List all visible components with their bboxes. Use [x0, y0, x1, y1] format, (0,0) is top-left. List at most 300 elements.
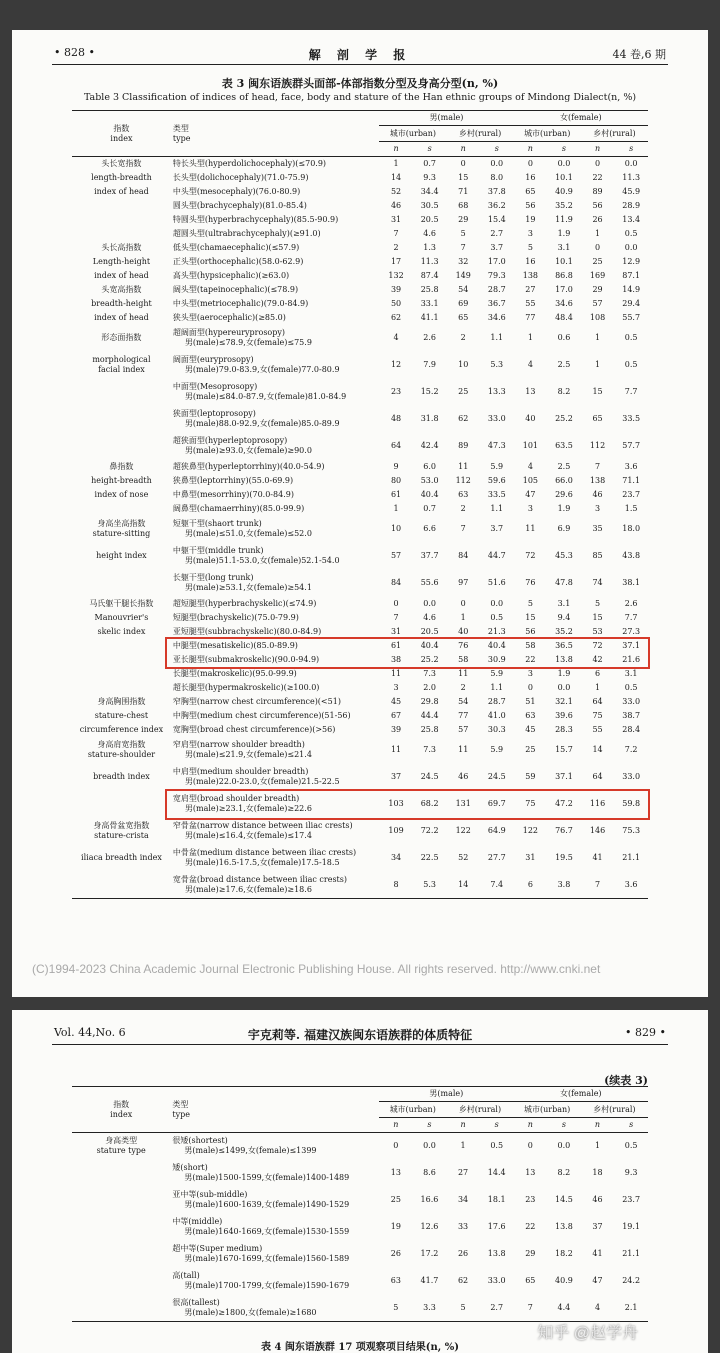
- percent-cell: 13.3: [487, 387, 506, 396]
- percent-cell: 23.7: [622, 489, 641, 499]
- table-row: [72, 227, 648, 241]
- percent-cell: 36.2: [487, 200, 506, 210]
- type-cell: 狭面型(leptoprosopy) 男(male)88.0-92.9,女(female)85.0-89.9: [172, 409, 340, 428]
- index-cell: index of nose: [94, 489, 149, 499]
- count-cell: 51: [525, 696, 536, 706]
- percent-cell: 8.6: [423, 1168, 436, 1177]
- percent-cell: 55.6: [420, 578, 439, 587]
- count-cell: 25: [390, 1195, 401, 1204]
- count-cell: 55: [592, 724, 603, 734]
- count-cell: 13: [525, 1168, 536, 1177]
- count-cell: 31: [525, 853, 536, 862]
- s-header: s: [629, 1120, 634, 1129]
- percent-cell: 0.0: [423, 1141, 436, 1151]
- percent-cell: 6.6: [423, 524, 436, 533]
- index-cell: [72, 639, 171, 653]
- count-cell: 22: [592, 172, 603, 182]
- table-row: [72, 653, 648, 667]
- table-row: [72, 185, 648, 199]
- count-cell: 3: [527, 503, 533, 513]
- count-cell: 112: [589, 441, 606, 450]
- percent-cell: 28.7: [487, 284, 506, 294]
- percent-cell: 7.7: [624, 612, 638, 622]
- col-type-header: 类型 type: [172, 1099, 190, 1119]
- count-cell: 47: [525, 489, 536, 499]
- table-row: [72, 325, 648, 352]
- percent-cell: 1.9: [557, 228, 571, 238]
- count-cell: 7: [595, 879, 601, 889]
- count-cell: 3: [527, 668, 533, 678]
- percent-cell: 0.7: [423, 158, 436, 168]
- index-cell: circumference index: [79, 724, 164, 734]
- count-cell: 11: [390, 745, 402, 754]
- count-cell: 46: [458, 772, 469, 781]
- count-cell: 45: [390, 696, 402, 706]
- percent-cell: 41.1: [420, 312, 439, 322]
- count-cell: 13: [525, 387, 536, 396]
- type-cell: 矮(short) 男(male)1500-1599,女(female)1400-1489: [172, 1163, 350, 1182]
- volume-issue: Vol. 44,No. 6: [54, 1026, 126, 1039]
- male-header: 男(male): [379, 111, 513, 126]
- count-cell: 18: [592, 1168, 603, 1177]
- table-row: [72, 639, 648, 653]
- col-type-header: 类型 type: [172, 123, 191, 143]
- type-cell: 正头型(orthocephalic)(58.0-62.9): [172, 256, 304, 266]
- percent-cell: 38.7: [622, 710, 641, 720]
- count-cell: 0: [460, 158, 466, 168]
- count-cell: 109: [388, 826, 404, 835]
- s-header: s: [427, 144, 432, 153]
- index-cell: [72, 1214, 170, 1241]
- percent-cell: 34.6: [555, 298, 573, 308]
- percent-cell: 36.5: [555, 640, 573, 650]
- count-cell: 1: [460, 612, 466, 622]
- count-cell: 72: [592, 640, 603, 650]
- count-cell: 13: [390, 1168, 401, 1177]
- percent-cell: 30.5: [420, 200, 439, 210]
- table-row: [72, 737, 648, 764]
- count-cell: 85: [592, 551, 603, 560]
- female-rural-header: 乡村(rural): [581, 126, 648, 142]
- count-cell: 1: [595, 228, 601, 238]
- count-cell: 52: [458, 853, 469, 862]
- percent-cell: 41.0: [487, 710, 506, 720]
- table-row: [72, 709, 648, 723]
- count-cell: 37: [592, 1222, 603, 1231]
- count-cell: 84: [458, 551, 469, 560]
- table-row: [72, 723, 648, 737]
- type-cell: 很矮(shortest) 男(male)≤1499,女(female)≤1399: [172, 1136, 317, 1156]
- percent-cell: 23.7: [622, 1195, 641, 1204]
- n-header: n: [527, 1120, 533, 1129]
- count-cell: 59: [525, 772, 536, 781]
- count-cell: 1: [393, 503, 399, 513]
- count-cell: 29: [525, 1249, 536, 1258]
- type-cell: 亚短腿型(subbrachyskelic)(80.0-84.9): [172, 626, 322, 636]
- percent-cell: 28.7: [487, 696, 506, 706]
- percent-cell: 15.7: [555, 745, 573, 754]
- type-cell: 圆头型(brachycephaly)(81.0-85.4): [172, 200, 307, 210]
- count-cell: 33: [457, 1222, 469, 1231]
- count-cell: 3: [393, 682, 399, 692]
- percent-cell: 66.0: [555, 475, 573, 485]
- count-cell: 2: [460, 333, 466, 342]
- type-cell: 窄肩型(narrow shoulder breadth) 男(male)≤21.9,女(female)≤21.4: [172, 740, 312, 759]
- percent-cell: 40.9: [554, 1276, 573, 1285]
- table-row: [72, 157, 648, 171]
- type-cell: 超中等(Super medium) 男(male)1670-1699,女(female)1560-1589: [172, 1244, 350, 1263]
- index-cell: 头长宽指数: [101, 158, 142, 168]
- page-829: [12, 1010, 708, 1353]
- percent-cell: 1.9: [557, 668, 571, 678]
- percent-cell: 86.8: [555, 270, 573, 280]
- percent-cell: 51.6: [487, 578, 506, 587]
- count-cell: 64: [390, 441, 402, 450]
- count-cell: 31: [390, 626, 402, 636]
- table-row: [72, 311, 648, 325]
- percent-cell: 4.6: [423, 612, 436, 622]
- percent-cell: 64.9: [487, 826, 506, 835]
- running-header: [12, 46, 708, 64]
- count-cell: 2: [393, 242, 399, 252]
- table-row: [72, 1133, 648, 1160]
- percent-cell: 0.5: [490, 1141, 504, 1151]
- count-cell: 27: [525, 284, 536, 294]
- table-row: [72, 1214, 648, 1241]
- percent-cell: 18.1: [487, 1195, 506, 1204]
- percent-cell: 0.0: [423, 598, 436, 608]
- n-header: n: [393, 1120, 399, 1129]
- table-row: [72, 1268, 648, 1295]
- count-cell: 10: [390, 524, 402, 533]
- count-cell: 101: [522, 441, 539, 450]
- index-cell: 身高类型 stature type: [96, 1136, 146, 1156]
- type-cell: 中面型(Mesoprosopy) 男(male)≤84.0-87.9,女(female)81.0-84.9: [172, 382, 347, 401]
- count-cell: 146: [589, 826, 606, 835]
- percent-cell: 25.8: [420, 284, 439, 294]
- count-cell: 29: [592, 284, 603, 294]
- percent-cell: 11.9: [555, 214, 573, 224]
- percent-cell: 16.6: [420, 1195, 439, 1204]
- page-number: • 828 •: [54, 46, 95, 59]
- percent-cell: 2.5: [557, 461, 571, 471]
- count-cell: 1: [393, 158, 399, 168]
- percent-cell: 33.5: [487, 489, 506, 499]
- percent-cell: 1.1: [490, 682, 504, 692]
- percent-cell: 25.2: [555, 414, 573, 423]
- type-cell: 短躯干型(shaort trunk) 男(male)≤51.0,女(female)≤52.0: [172, 519, 312, 538]
- male-header: 男(male): [379, 1087, 513, 1102]
- percent-cell: 29.8: [420, 696, 439, 706]
- table-row: [72, 255, 648, 269]
- percent-cell: 15.4: [487, 214, 506, 224]
- count-cell: 5: [527, 242, 533, 252]
- percent-cell: 34.6: [487, 312, 506, 322]
- percent-cell: 29.6: [555, 489, 573, 499]
- index-cell: [72, 379, 171, 406]
- count-cell: 69: [458, 298, 469, 308]
- n-header: n: [393, 144, 399, 153]
- index-cell: index of head: [94, 312, 149, 322]
- count-cell: 67: [390, 710, 402, 720]
- page-number: • 829 •: [625, 1026, 666, 1039]
- count-cell: 1: [595, 333, 601, 342]
- type-cell: 超长腿型(hypermakroskelic)(≥100.0): [172, 682, 320, 692]
- index-cell: length-breadth: [91, 172, 152, 182]
- male-urban-header: 城市(urban): [379, 126, 446, 142]
- percent-cell: 57.7: [622, 441, 641, 450]
- count-cell: 22: [525, 1222, 536, 1231]
- table-row: [72, 570, 648, 597]
- percent-cell: 5.9: [490, 461, 504, 471]
- percent-cell: 75.3: [622, 826, 641, 835]
- count-cell: 62: [457, 1276, 469, 1285]
- table-row: [72, 502, 648, 516]
- count-cell: 1: [460, 1141, 466, 1151]
- percent-cell: 2.7: [490, 1302, 504, 1312]
- percent-cell: 76.7: [555, 826, 573, 835]
- count-cell: 40: [525, 414, 536, 423]
- count-cell: 15: [592, 387, 603, 396]
- count-cell: 38: [390, 654, 402, 664]
- table-row: [72, 764, 648, 791]
- index-cell: morphological facial index: [92, 355, 151, 374]
- percent-cell: 0.7: [423, 503, 436, 513]
- percent-cell: 0.0: [557, 682, 571, 692]
- type-cell: 长躯干型(long trunk) 男(male)≥53.1,女(female)≥54.1: [172, 573, 312, 592]
- type-cell: 中躯干型(middle trunk) 男(male)51.1-53.0,女(female)52.1-54.0: [172, 546, 340, 565]
- count-cell: 25: [525, 745, 536, 754]
- table-body: [72, 157, 648, 899]
- index-cell: [72, 570, 171, 597]
- percent-cell: 0.0: [490, 158, 504, 168]
- count-cell: 2: [460, 682, 466, 692]
- type-cell: 亚中等(sub-middle) 男(male)1600-1639,女(female)1490-1529: [172, 1190, 350, 1209]
- count-cell: 16: [525, 172, 536, 182]
- count-cell: 77: [458, 710, 469, 720]
- percent-cell: 21.6: [622, 654, 641, 664]
- index-cell: 身高肩宽指数 stature-shoulder: [87, 740, 156, 759]
- percent-cell: 47.2: [555, 799, 573, 808]
- percent-cell: 2.0: [423, 682, 436, 692]
- female-urban-header: 城市(urban): [514, 1102, 581, 1118]
- percent-cell: 40.9: [555, 186, 573, 196]
- index-cell: [72, 872, 171, 899]
- type-cell: 高(tall) 男(male)1700-1799,女(female)1590-1679: [172, 1271, 350, 1290]
- count-cell: 39: [390, 724, 402, 734]
- next-table-caption: 表 4 闽东语族群 17 项观察项目结果(n, %): [261, 1342, 459, 1353]
- count-cell: 77: [525, 312, 536, 322]
- count-cell: 52: [390, 186, 402, 196]
- table-row: [72, 1187, 648, 1214]
- percent-cell: 0.5: [624, 228, 638, 238]
- percent-cell: 0.0: [490, 598, 504, 608]
- table-row: [72, 1295, 648, 1322]
- table-row: [72, 791, 648, 818]
- table-row: [72, 681, 648, 695]
- percent-cell: 45.9: [622, 186, 641, 196]
- type-cell: 狭鼻型(leptorrhiny)(55.0-69.9): [172, 475, 294, 485]
- index-cell: [72, 213, 171, 227]
- count-cell: 11: [525, 524, 536, 533]
- percent-cell: 7.3: [423, 668, 436, 678]
- header-rule: [52, 1044, 668, 1045]
- index-cell: [72, 791, 171, 818]
- percent-cell: 8.2: [557, 387, 571, 396]
- running-header: [12, 1026, 708, 1044]
- count-cell: 0: [595, 158, 601, 168]
- count-cell: 19: [390, 1222, 401, 1231]
- type-cell: 宽胸型(broad chest circumference)(>56): [172, 724, 336, 734]
- count-cell: 149: [455, 270, 471, 280]
- percent-cell: 53.0: [420, 475, 439, 485]
- type-cell: 中等(middle) 男(male)1640-1669,女(female)1530-1559: [172, 1217, 350, 1236]
- percent-cell: 30.9: [487, 654, 506, 664]
- percent-cell: 3.7: [490, 242, 504, 252]
- count-cell: 4: [527, 461, 533, 471]
- type-cell: 狭头型(aerocephalic)(≥85.0): [172, 312, 286, 322]
- percent-cell: 34.4: [420, 186, 439, 196]
- percent-cell: 68.2: [420, 799, 439, 808]
- index-cell: [72, 502, 171, 516]
- col-index-header: 指数 index: [110, 123, 133, 143]
- count-cell: 1: [595, 360, 601, 369]
- percent-cell: 15.2: [420, 387, 439, 396]
- count-cell: 15: [525, 612, 536, 622]
- count-cell: 72: [525, 551, 536, 560]
- percent-cell: 1.5: [624, 503, 638, 513]
- percent-cell: 41.7: [420, 1276, 439, 1285]
- percent-cell: 18.2: [554, 1249, 573, 1258]
- index-cell: skelic index: [97, 626, 146, 636]
- count-cell: 63: [525, 710, 536, 720]
- percent-cell: 1.1: [490, 503, 504, 513]
- index-cell: 头长高指数: [101, 242, 142, 252]
- percent-cell: 0.5: [624, 333, 638, 342]
- percent-cell: 7.7: [624, 387, 638, 396]
- table-row: [72, 597, 648, 611]
- percent-cell: 4.4: [557, 1302, 571, 1312]
- s-header: s: [629, 144, 634, 153]
- type-cell: 很高(tallest) 男(male)≥1800,女(female)≥1680: [172, 1297, 317, 1317]
- count-cell: 45: [525, 724, 536, 734]
- count-cell: 56: [592, 200, 603, 210]
- index-cell: breadth-height: [91, 298, 152, 308]
- count-cell: 14: [458, 879, 469, 889]
- count-cell: 22: [525, 654, 536, 664]
- type-cell: 亚长腿型(submakroskelic)(90.0-94.9): [172, 654, 320, 664]
- percent-cell: 45.3: [555, 551, 573, 560]
- type-cell: 中头型(mesocephaly)(76.0-80.9): [172, 186, 301, 196]
- count-cell: 34: [457, 1195, 469, 1204]
- percent-cell: 21.3: [487, 626, 506, 636]
- percent-cell: 3.6: [624, 461, 638, 471]
- count-cell: 54: [458, 696, 469, 706]
- count-cell: 47: [592, 1276, 603, 1285]
- count-cell: 0: [393, 1141, 399, 1151]
- count-cell: 5: [393, 1302, 399, 1312]
- count-cell: 37: [390, 772, 402, 781]
- percent-cell: 1.1: [490, 333, 504, 342]
- type-cell: 特长头型(hyperdolichocephaly)(≤70.9): [172, 158, 327, 168]
- count-cell: 7: [460, 524, 466, 533]
- percent-cell: 42.4: [420, 441, 439, 450]
- count-cell: 56: [525, 200, 536, 210]
- percent-cell: 24.5: [420, 772, 439, 781]
- percent-cell: 19.5: [555, 853, 573, 862]
- percent-cell: 30.3: [487, 724, 506, 734]
- count-cell: 26: [457, 1249, 469, 1258]
- percent-cell: 87.1: [622, 270, 641, 280]
- count-cell: 15: [458, 172, 469, 182]
- count-cell: 5: [460, 228, 466, 238]
- percent-cell: 43.8: [622, 551, 641, 560]
- type-cell: 高头型(hypsicephalic)(≥63.0): [172, 270, 290, 280]
- percent-cell: 28.3: [555, 724, 573, 734]
- count-cell: 15: [592, 612, 603, 622]
- count-cell: 54: [458, 284, 469, 294]
- percent-cell: 35.2: [555, 626, 573, 636]
- count-cell: 84: [390, 578, 402, 587]
- percent-cell: 13.4: [622, 214, 641, 224]
- count-cell: 0: [460, 598, 466, 608]
- percent-cell: 38.1: [622, 578, 641, 587]
- index-cell: Manouvrier's: [94, 612, 149, 622]
- index-cell: 鼻指数: [109, 461, 134, 471]
- data-table-3-continued: [72, 1086, 648, 1322]
- percent-cell: 72.2: [420, 826, 439, 835]
- s-header: s: [427, 1120, 432, 1129]
- n-header: n: [594, 144, 601, 153]
- n-header: n: [460, 1120, 466, 1129]
- count-cell: 4: [393, 333, 399, 342]
- index-cell: [72, 1295, 170, 1322]
- table-row: [72, 695, 648, 709]
- count-cell: 46: [592, 1195, 603, 1204]
- count-cell: 58: [458, 654, 469, 664]
- table-head: [72, 1087, 648, 1133]
- count-cell: 12: [390, 360, 402, 369]
- count-cell: 17: [390, 256, 402, 266]
- percent-cell: 9.3: [423, 172, 436, 182]
- count-cell: 1: [527, 333, 533, 342]
- count-cell: 26: [592, 214, 603, 224]
- count-cell: 32: [458, 256, 469, 266]
- type-cell: 中头型(metriocephalic)(79.0-84.9): [172, 298, 309, 308]
- index-cell: [72, 1187, 170, 1214]
- count-cell: 11: [390, 668, 402, 678]
- count-cell: 39: [390, 284, 402, 294]
- percent-cell: 0.0: [557, 158, 571, 168]
- count-cell: 65: [458, 312, 469, 322]
- count-cell: 74: [592, 578, 603, 587]
- table-row: [72, 379, 648, 406]
- count-cell: 29: [458, 214, 469, 224]
- type-cell: 超圆头型(ultrabrachycephaly)(≥91.0): [172, 228, 321, 238]
- percent-cell: 5.3: [490, 360, 504, 369]
- type-cell: 长腿型(makroskelic)(95.0-99.9): [172, 668, 297, 678]
- table-row: [72, 171, 648, 185]
- type-cell: 窄骨盆(narrow distance between iliac crests) 男(male)≤16.4,女(female)≤17.4: [172, 821, 353, 840]
- index-cell: [72, 227, 171, 241]
- count-cell: 108: [589, 312, 606, 322]
- percent-cell: 33.0: [487, 414, 506, 423]
- table-row: [72, 433, 648, 460]
- brand-watermark: 知乎 @赵学舟: [537, 1325, 638, 1342]
- count-cell: 57: [390, 551, 402, 560]
- index-cell: [72, 667, 171, 681]
- index-cell: height index: [96, 551, 147, 560]
